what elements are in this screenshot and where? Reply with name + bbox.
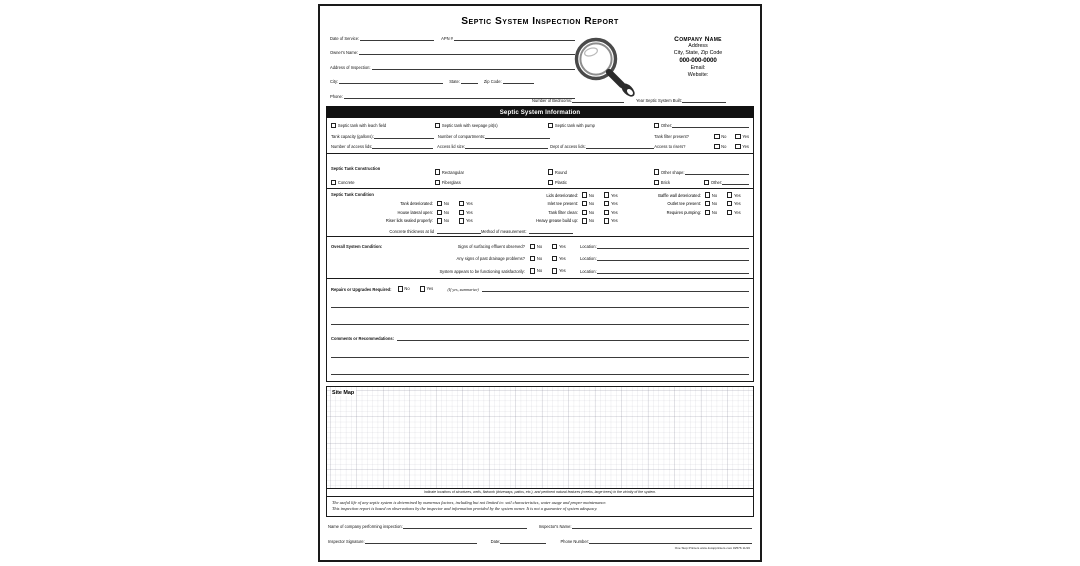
radio-tank-filter-yes[interactable] xyxy=(735,134,749,139)
apn-input[interactable] xyxy=(454,34,575,41)
repairs-row xyxy=(331,285,749,292)
tank-condition-section xyxy=(327,189,753,237)
condition-heavy-grease-label: Heavy grease build up: xyxy=(536,218,578,224)
checkbox-icon xyxy=(435,180,440,185)
radio-inlet-tee-no[interactable] xyxy=(582,201,594,206)
checkbox-icon xyxy=(548,180,553,185)
checkbox-icon xyxy=(735,144,740,149)
checkbox-fiberglass[interactable] xyxy=(435,180,548,185)
checkbox-icon xyxy=(735,134,740,139)
tank-construction-section xyxy=(327,154,753,190)
repairs-input-3[interactable] xyxy=(331,318,749,325)
checkbox-icon xyxy=(530,244,535,249)
checkbox-concrete[interactable] xyxy=(331,180,435,185)
tank-filter-present-label: Tank filter present? xyxy=(654,133,689,139)
radio-heavy-grease-no-label: No xyxy=(588,218,595,224)
checkbox-icon xyxy=(398,286,403,291)
overall-question-3 xyxy=(331,267,749,274)
checkbox-brick-label: Brick xyxy=(660,179,670,185)
radio-baffle-wall-no[interactable] xyxy=(705,192,717,197)
company-performing-input[interactable] xyxy=(403,522,527,529)
radio-tank-filter-clean-yes-label: Yes xyxy=(611,209,618,215)
page-title: Septic System Inspection Report xyxy=(461,16,619,27)
company-phone: 000-000-0000 xyxy=(679,56,717,64)
radio-requires-pumping-yes-label: Yes xyxy=(734,209,741,215)
comments-row xyxy=(331,334,749,341)
radio-lids-deteriorated-yes-label: Yes xyxy=(611,192,618,198)
signature-section xyxy=(326,522,754,550)
radio-tank-filter-clean-yes[interactable] xyxy=(604,210,618,215)
date-of-service-input[interactable] xyxy=(360,34,434,41)
checkbox-icon xyxy=(552,268,557,273)
phone-label: Phone: xyxy=(330,93,343,99)
footer-row-company-inspector xyxy=(328,522,752,529)
owners-name-input[interactable] xyxy=(359,48,575,55)
radio-repairs-no[interactable] xyxy=(398,286,410,291)
checkbox-icon xyxy=(714,144,719,149)
concrete-thickness-input[interactable] xyxy=(437,227,481,234)
overall-question-1-label: Signs of surfacing effluent observed? xyxy=(457,244,525,250)
checkbox-icon xyxy=(604,201,609,206)
radio-house-lateral-no[interactable] xyxy=(437,210,449,215)
condition-inlet-tee-label: Inlet tee present: xyxy=(547,201,578,207)
radio-tank-deteriorated-no[interactable] xyxy=(437,201,449,206)
disclaimer-line-2: This inspection report is based on observations by the inspector and information provided by the system owner. It is not a guarantee of system adequacy. xyxy=(332,506,598,512)
checkbox-icon xyxy=(727,192,732,197)
condition-heavy-grease xyxy=(481,218,626,223)
checkbox-concrete-label: Concrete xyxy=(337,179,355,185)
radio-drainage-problems-yes[interactable] xyxy=(552,256,566,261)
radio-risers-yes-label: Yes xyxy=(742,144,749,150)
construction-heading: Septic Tank Construction xyxy=(331,165,381,171)
comments-input-2[interactable] xyxy=(331,351,749,358)
radio-requires-pumping-yes[interactable] xyxy=(727,210,741,215)
construction-row-2 xyxy=(331,178,749,185)
overall-system-condition-section xyxy=(327,237,753,278)
city-input[interactable] xyxy=(339,77,443,84)
state-label: State: xyxy=(449,79,460,85)
condition-tank-deteriorated xyxy=(331,201,481,206)
checkbox-leach-field[interactable] xyxy=(331,123,435,128)
condition-col-middle xyxy=(481,192,626,233)
phone-number-label: Phone Number: xyxy=(560,538,590,544)
disclaimer-line-1: The useful life of any septic system is determined by numerous factors, including but not limited to: soil characteristics, water usage and proper maintenance. xyxy=(332,499,607,505)
company-performing-label: Name of company performing inspection: xyxy=(328,523,403,529)
checkbox-icon xyxy=(727,210,732,215)
checkbox-icon xyxy=(604,218,609,223)
radio-tank-deteriorated-yes[interactable] xyxy=(459,201,473,206)
repairs-input-2[interactable] xyxy=(331,301,749,308)
overall-location-1-label: Location: xyxy=(580,244,597,250)
condition-lids-deteriorated xyxy=(481,192,626,197)
checkbox-icon xyxy=(548,169,553,174)
tank-type-row xyxy=(331,121,749,128)
checkbox-with-pump-label: Septic tank with pump xyxy=(554,123,595,129)
checkbox-seepage-pit-label: Septic tank with seepage pit(s) xyxy=(441,123,498,129)
owners-name-label: Owner's Name: xyxy=(330,50,359,56)
condition-riser-lids-sealed xyxy=(331,218,481,223)
condition-riser-lids-label: Riser lids sealed properly: xyxy=(385,218,433,224)
tank-type-other-input[interactable] xyxy=(672,121,749,128)
checkbox-icon xyxy=(331,180,336,185)
apn-label: APN # xyxy=(441,36,453,41)
checkbox-construction-other-label: Other: xyxy=(710,179,723,185)
checkbox-icon xyxy=(331,123,336,128)
checkbox-round[interactable] xyxy=(548,169,654,174)
checkbox-icon xyxy=(727,201,732,206)
radio-risers-yes[interactable] xyxy=(735,144,749,149)
radio-functioning-no-label: No xyxy=(536,268,543,274)
condition-method-of-measurement xyxy=(481,227,626,234)
access-lids-count-label: Number of access lids: xyxy=(331,144,373,150)
checkbox-plastic[interactable] xyxy=(548,180,654,185)
radio-outlet-tee-yes[interactable] xyxy=(727,201,741,206)
inspector-name-input[interactable] xyxy=(572,522,752,529)
address-of-inspection-label: Address of Inspection: xyxy=(330,64,371,70)
checkbox-tank-type-other-label: Other: xyxy=(660,123,673,129)
company-website-label: Website: xyxy=(687,72,709,79)
condition-col-left xyxy=(331,192,481,233)
checkbox-icon xyxy=(705,201,710,206)
overall-location-1-input[interactable] xyxy=(597,242,749,249)
company-address: Address xyxy=(688,43,708,49)
construction-other-input[interactable] xyxy=(722,178,749,185)
radio-riser-lids-yes[interactable] xyxy=(459,218,473,223)
comments-input-3[interactable] xyxy=(331,368,749,375)
printer-credit: One Stop Printers www.1stopprinters.com #2576 11/16 xyxy=(674,545,750,550)
repairs-comments-section xyxy=(327,279,753,381)
date-input[interactable] xyxy=(500,537,546,544)
year-built-input[interactable] xyxy=(682,96,726,103)
site-map-label: Site Map xyxy=(332,389,355,396)
checkbox-icon xyxy=(705,210,710,215)
condition-baffle-wall xyxy=(626,192,749,197)
radio-tank-filter-clean-no-label: No xyxy=(588,209,595,215)
condition-requires-pumping-label: Requires pumping: xyxy=(666,209,701,215)
condition-heading: Septic Tank Condition xyxy=(331,192,374,198)
tank-information-section xyxy=(327,118,753,153)
radio-riser-lids-no-label: No xyxy=(443,218,450,224)
condition-inlet-tee-present xyxy=(481,201,626,206)
disclaimer-block xyxy=(326,497,754,517)
repairs-label: Repairs or Upgrades Required: xyxy=(331,286,392,292)
date-of-service-label: Date of Service: xyxy=(330,36,360,41)
radio-drainage-problems-yes-label: Yes xyxy=(559,256,566,262)
checkbox-icon xyxy=(435,169,440,174)
site-map-note: Indicate locations of structures, wells, flatwork (driveways, patios, etc.), and pertinent natural features (creeks, large trees) in the vicinity of the system. xyxy=(326,489,754,497)
checkbox-round-label: Round xyxy=(554,169,567,175)
field-row-address xyxy=(330,63,575,70)
field-row-city-state-zip xyxy=(330,77,575,84)
radio-tank-deteriorated-yes-label: Yes xyxy=(466,201,473,207)
overall-question-3-label: System appears to be functioning satisfactorily: xyxy=(439,268,525,274)
radio-surfacing-effluent-no[interactable] xyxy=(530,244,542,249)
state-input[interactable] xyxy=(461,77,478,84)
radio-inlet-tee-no-label: No xyxy=(588,201,595,207)
radio-functioning-yes[interactable] xyxy=(552,268,566,273)
radio-inlet-tee-yes-label: Yes xyxy=(611,201,618,207)
radio-requires-pumping-no[interactable] xyxy=(705,210,717,215)
form-page xyxy=(318,4,762,562)
radio-house-lateral-yes-label: Yes xyxy=(466,209,473,215)
condition-tank-filter-clean-label: Tank filter clean: xyxy=(548,209,578,215)
method-of-measurement-label: Method of measurement: xyxy=(481,228,527,234)
checkbox-icon xyxy=(654,180,659,185)
address-of-inspection-input[interactable] xyxy=(372,63,575,70)
radio-baffle-wall-yes[interactable] xyxy=(727,192,741,197)
overall-question-2-label: Any signs of past drainage problems? xyxy=(456,256,525,262)
field-row-owner xyxy=(330,48,575,55)
checkbox-icon xyxy=(459,201,464,206)
radio-functioning-yes-label: Yes xyxy=(559,268,566,274)
condition-outlet-tee-label: Outlet tee present: xyxy=(667,201,701,207)
checkbox-construction-other[interactable] xyxy=(704,180,722,185)
radio-tank-filter-no[interactable] xyxy=(714,134,726,139)
radio-repairs-no-label: No xyxy=(404,286,410,292)
concrete-thickness-label: Concrete thickness at lid xyxy=(389,228,434,234)
method-of-measurement-input[interactable] xyxy=(529,227,573,234)
phone-number-input[interactable] xyxy=(589,537,752,544)
checkbox-tank-type-other[interactable] xyxy=(654,123,672,128)
radio-requires-pumping-no-label: No xyxy=(711,209,718,215)
condition-concrete-thickness xyxy=(331,227,481,234)
radio-drainage-problems-no[interactable] xyxy=(530,256,542,261)
radio-outlet-tee-no[interactable] xyxy=(705,201,717,206)
overall-location-2-input[interactable] xyxy=(597,254,749,261)
access-lid-depth-label: Dept of access lids: xyxy=(550,144,586,150)
checkbox-icon xyxy=(582,218,587,223)
radio-tank-filter-yes-label: Yes xyxy=(742,133,749,139)
company-info-block xyxy=(632,36,764,79)
radio-surfacing-effluent-no-label: No xyxy=(536,244,543,250)
access-lid-depth-input[interactable] xyxy=(586,142,655,149)
radio-heavy-grease-yes[interactable] xyxy=(604,218,618,223)
checkbox-icon xyxy=(714,134,719,139)
zip-code-label: Zip Code: xyxy=(483,79,502,85)
inspector-name-label: Inspector's Name: xyxy=(538,523,572,529)
radio-house-lateral-yes[interactable] xyxy=(459,210,473,215)
repairs-hint: (If yes, summarize) xyxy=(447,286,479,292)
checkbox-icon xyxy=(604,192,609,197)
comments-label: Comments or Recommedations: xyxy=(331,336,395,342)
checkbox-brick[interactable] xyxy=(654,180,704,185)
field-row-date-apn xyxy=(330,34,575,41)
number-of-bedrooms-label: Number of Bedrooms: xyxy=(532,98,573,103)
radio-lids-deteriorated-no-label: No xyxy=(588,192,595,198)
checkbox-rectangular-label: Rectangular xyxy=(441,169,464,175)
repairs-input-1[interactable] xyxy=(482,285,749,292)
compartments-input[interactable] xyxy=(485,132,549,139)
checkbox-other-shape-label: Other shape: xyxy=(660,169,685,175)
radio-repairs-yes[interactable] xyxy=(420,286,434,291)
condition-outlet-tee xyxy=(626,201,749,206)
form-body-box xyxy=(326,118,754,381)
checkbox-icon xyxy=(437,218,442,223)
radio-surfacing-effluent-yes[interactable] xyxy=(552,244,566,249)
company-city-state-zip: City, State, Zip Code xyxy=(673,49,723,56)
condition-tank-filter-clean xyxy=(481,210,626,215)
overall-question-2 xyxy=(331,254,749,261)
access-lid-size-label: Access lid size: xyxy=(437,144,466,150)
radio-tank-filter-no-label: No xyxy=(721,133,727,139)
checkbox-icon xyxy=(705,192,710,197)
checkbox-icon xyxy=(420,286,425,291)
checkbox-seepage-pit[interactable] xyxy=(435,123,548,128)
checkbox-icon xyxy=(552,244,557,249)
inspector-signature-input[interactable] xyxy=(365,537,477,544)
radio-heavy-grease-no[interactable] xyxy=(582,218,594,223)
footer-row-signature-date-phone xyxy=(328,537,752,544)
radio-outlet-tee-yes-label: Yes xyxy=(734,201,741,207)
access-lid-size-input[interactable] xyxy=(465,142,548,149)
overall-question-1 xyxy=(331,242,749,249)
condition-baffle-wall-label: Baffle wall deteriorated: xyxy=(658,192,701,198)
checkbox-icon xyxy=(654,169,659,174)
radio-functioning-no[interactable] xyxy=(530,268,542,273)
radio-lids-deteriorated-yes[interactable] xyxy=(604,192,618,197)
checkbox-icon xyxy=(548,123,553,128)
site-map-area[interactable] xyxy=(326,386,754,489)
checkbox-with-pump[interactable] xyxy=(548,123,654,128)
checkbox-icon xyxy=(604,210,609,215)
checkbox-icon xyxy=(530,256,535,261)
checkbox-icon xyxy=(552,256,557,261)
construction-row-1 xyxy=(331,157,749,175)
radio-surfacing-effluent-yes-label: Yes xyxy=(559,244,566,250)
checkbox-icon xyxy=(582,192,587,197)
checkbox-icon xyxy=(530,268,535,273)
number-of-bedrooms-input[interactable] xyxy=(572,96,624,103)
year-built-label: Year Septic System Built: xyxy=(636,98,682,103)
radio-lids-deteriorated-no[interactable] xyxy=(582,192,594,197)
radio-outlet-tee-no-label: No xyxy=(711,201,718,207)
checkbox-icon xyxy=(654,123,659,128)
other-shape-input[interactable] xyxy=(685,168,749,175)
condition-tank-deteriorated-label: Tank deteriorated: xyxy=(400,201,433,207)
overall-location-3-label: Location: xyxy=(580,268,597,274)
header-fields xyxy=(330,34,575,99)
radio-baffle-wall-yes-label: Yes xyxy=(734,192,741,198)
comments-input-1[interactable] xyxy=(397,334,749,341)
radio-riser-lids-yes-label: Yes xyxy=(466,218,473,224)
checkbox-rectangular[interactable] xyxy=(435,169,548,174)
checkbox-icon xyxy=(704,180,709,185)
compartments-label: Number of compartments: xyxy=(437,133,486,139)
radio-risers-no[interactable] xyxy=(714,144,726,149)
checkbox-fiberglass-label: Fiberglass xyxy=(441,179,461,185)
radio-baffle-wall-no-label: No xyxy=(711,192,718,198)
checkbox-icon xyxy=(582,201,587,206)
checkbox-icon xyxy=(459,210,464,215)
radio-tank-filter-clean-no[interactable] xyxy=(582,210,594,215)
condition-col-right xyxy=(626,192,749,233)
checkbox-plastic-label: Plastic xyxy=(554,179,567,185)
radio-riser-lids-no[interactable] xyxy=(437,218,449,223)
tank-capacity-input[interactable] xyxy=(374,132,434,139)
condition-house-lateral-open xyxy=(331,210,481,215)
condition-requires-pumping xyxy=(626,210,749,215)
tank-capacity-label: Tank capacity (gallons): xyxy=(331,133,374,139)
checkbox-icon xyxy=(437,210,442,215)
zip-code-input[interactable] xyxy=(503,77,534,84)
checkbox-icon xyxy=(582,210,587,215)
inspector-signature-label: Inspector Signature: xyxy=(328,538,365,544)
access-lids-count-input[interactable] xyxy=(372,142,433,149)
radio-drainage-problems-no-label: No xyxy=(536,256,543,262)
overall-location-2-label: Location: xyxy=(580,256,597,262)
company-email-label: Email: xyxy=(690,65,706,72)
checkbox-other-shape[interactable] xyxy=(654,169,685,174)
condition-lids-deteriorated-label: Lids deteriorated: xyxy=(546,192,578,198)
overall-location-3-input[interactable] xyxy=(597,267,749,274)
date-label: Date: xyxy=(490,538,501,544)
city-label: City: xyxy=(330,79,339,85)
header-section xyxy=(326,34,754,104)
access-lids-row xyxy=(331,142,749,149)
radio-heavy-grease-yes-label: Yes xyxy=(611,218,618,224)
checkbox-icon xyxy=(459,218,464,223)
septic-system-information-banner: Septic System Information xyxy=(326,106,754,118)
field-row-bedrooms-year xyxy=(532,96,758,103)
checkbox-leach-field-label: Septic tank with leach field xyxy=(337,123,387,129)
overall-heading: Overall System Condition: xyxy=(331,244,383,250)
radio-tank-deteriorated-no-label: No xyxy=(443,201,450,207)
access-to-risers-label: Access to risers? xyxy=(654,144,686,150)
radio-repairs-yes-label: Yes xyxy=(426,286,434,292)
checkbox-icon xyxy=(437,201,442,206)
radio-risers-no-label: No xyxy=(721,144,727,150)
company-name: Company Name xyxy=(674,36,722,43)
radio-house-lateral-no-label: No xyxy=(443,209,450,215)
tank-capacity-row xyxy=(331,132,749,139)
condition-house-lateral-label: House lateral open: xyxy=(397,209,433,215)
radio-inlet-tee-yes[interactable] xyxy=(604,201,618,206)
checkbox-icon xyxy=(435,123,440,128)
